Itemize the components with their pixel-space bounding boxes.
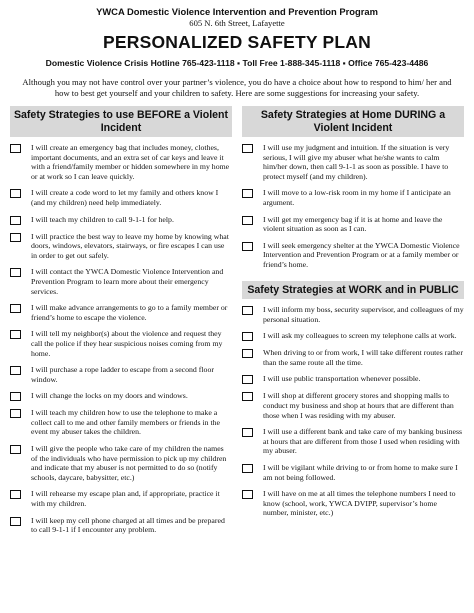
checklist-item-text: I will get my emergency bag if it is at home and leave the violent situation as soon as I can. [263,214,443,234]
checklist-item-text: I will rehearse my escape plan and, if appropriate, practice it with my children. [31,489,220,509]
checklist-item [242,348,464,367]
right-column [242,106,464,542]
checkbox[interactable] [10,517,21,526]
checkbox[interactable] [242,392,253,401]
checklist-item [242,463,464,482]
checklist-item-text: I will make advance arrangements to go to a family member or friend’s home to escape the violence. [31,303,228,322]
checklist-item [242,331,464,341]
checklist-item [10,303,232,322]
checklist-item-text: I will shop at different grocery stores and shopping malls to conduct my business and shop at hours that are different than those when I was residing with my abuser. [263,391,454,420]
checkbox[interactable] [242,144,253,153]
checklist-item [10,489,232,508]
checklist-item-text: I will tell my neighbor(s) about the violence and request they call the police if they hear suspicious noises coming from my home. [31,329,223,358]
checkbox[interactable] [242,349,253,358]
checkbox[interactable] [10,216,21,225]
checklist-item-text: I will give the people who take care of my children the names of the individuals who have permission to pick up my children and indicate that my abuser is not permitted to do so (notify schools, daycare, babysitter, etc.) [31,444,227,482]
checklist-item-text: I will change the locks on my doors and windows. [31,391,188,401]
checkbox[interactable] [242,216,253,225]
left-column [10,106,232,542]
checkbox[interactable] [242,189,253,198]
checkbox[interactable] [10,392,21,401]
checkbox[interactable] [242,428,253,437]
checklist-item [242,391,464,420]
checklist-item-text: I will create an emergency bag that includes money, clothes, important documents, and an extra set of car keys and leave it with a friend/family member or hidden somewhere in my home or at work so I can leave quickly. [31,143,230,181]
checklist-item-text: I will ask my colleagues to screen my telephone calls at work. [263,331,457,341]
during-list [242,143,464,270]
columns [0,106,474,542]
checklist-item-text: I will have on me at all times the telephone numbers I need to know (school, work, YWCA DVIPP, supervisor’s home number, minister, etc.) [263,489,456,518]
checklist-item [242,215,464,234]
work-list [242,305,464,518]
checklist-item [10,215,232,225]
org-name: YWCA Domestic Violence Intervention and Prevention Program [96,6,378,17]
checklist-item [242,305,464,324]
checklist-item [10,444,232,482]
checkbox[interactable] [10,445,21,454]
org-address: 605 N. 6th Street, Lafayette [189,18,285,28]
checklist-item-text: I will use a different bank and take care of my banking business at hours that are different from those I used when residing with my abuser. [263,427,463,456]
checklist-item [242,188,464,207]
before-heading: Safety Strategies to use BEFORE a Violent Incident [10,106,232,137]
checkbox[interactable] [242,306,253,315]
checklist-item-text: I will use my judgment and intuition. If the situation is very serious, I will give my abuser what he/she wants to calm him/her down, then call 9-1-1 as soon as possible. I have to protect myself (and my children). [263,143,450,181]
checkbox[interactable] [10,189,21,198]
checklist-item [10,232,232,261]
before-list [10,143,232,535]
checkbox[interactable] [10,490,21,499]
checklist-item [242,489,464,518]
checkbox[interactable] [10,304,21,313]
checkbox[interactable] [242,490,253,499]
checklist-item [242,241,464,270]
checkbox[interactable] [242,464,253,473]
checklist-item-text: I will move to a low-risk room in my home if I anticipate an argument. [263,188,451,207]
checklist-item [10,516,232,535]
work-heading: Safety Strategies at WORK and in PUBLIC [242,281,464,300]
checklist-item-text: When driving to or from work, I will take different routes rather than the same route all the time. [263,348,463,367]
checklist-item-text: I will teach my children how to use the telephone to make a collect call to me and other family members or friends in the event my abuser takes the children. [31,408,221,437]
intro-paragraph: Although you may not have control over your partner’s violence, you do have a choice about how to respond to him/ her and how to best get yourself and your children to safety. Here are some suggestions for increasing your safety. [22,77,452,98]
checklist-item-text: I will use public transportation whenever possible. [263,374,421,384]
checklist-item [10,188,232,207]
checklist-item [242,143,464,181]
checklist-item [242,427,464,456]
during-heading: Safety Strategies at Home DURING a Violent Incident [242,106,464,137]
checklist-item [10,329,232,358]
checklist-item-text: I will create a code word to let my family and others know I (and my children) need help immediately. [31,188,219,207]
checklist-item-text: I will be vigilant while driving to or from home to make sure I am not being followed. [263,462,458,482]
checkbox[interactable] [242,242,253,251]
checklist-item-text: I will teach my children to call 9-1-1 for help. [31,214,174,224]
checklist-item-text: I will keep my cell phone charged at all times and be prepared to call 9-1-1 if I encounter any problem. [31,515,225,535]
checklist-item [10,143,232,181]
checklist-item [10,267,232,296]
checklist-item [10,408,232,437]
checkbox[interactable] [10,409,21,418]
checkbox[interactable] [242,332,253,341]
checklist-item-text: I will contact the YWCA Domestic Violence Intervention and Prevention Program to learn more about their emergency services. [31,267,224,296]
checkbox[interactable] [10,144,21,153]
checklist-item-text: I will practice the best way to leave my home by knowing what doors, windows, elevators, stairways, or fire escapes I can use in order to get out safely. [31,231,229,260]
page-title: PERSONALIZED SAFETY PLAN [103,32,371,52]
checkbox[interactable] [10,330,21,339]
checklist-item-text: I will purchase a rope ladder to escape from a second floor window. [31,365,214,384]
hotline-line: Domestic Violence Crisis Hotline 765-423-1118 ▪ Toll Free 1-888-345-1118 ▪ Office 765-423-4486 [45,58,429,68]
checkbox[interactable] [10,268,21,277]
checklist-item-text: I will seek emergency shelter at the YWCA Domestic Violence Intervention and Prevention Program or at a family member or friend’s home. [263,240,460,269]
checklist-item [10,365,232,384]
checklist-item [10,391,232,401]
checklist-item [242,374,464,384]
checkbox[interactable] [10,366,21,375]
checklist-item-text: I will inform my boss, security supervisor, and colleagues of my personal situation. [263,305,464,324]
header [0,0,474,68]
checkbox[interactable] [10,233,21,242]
checkbox[interactable] [242,375,253,384]
